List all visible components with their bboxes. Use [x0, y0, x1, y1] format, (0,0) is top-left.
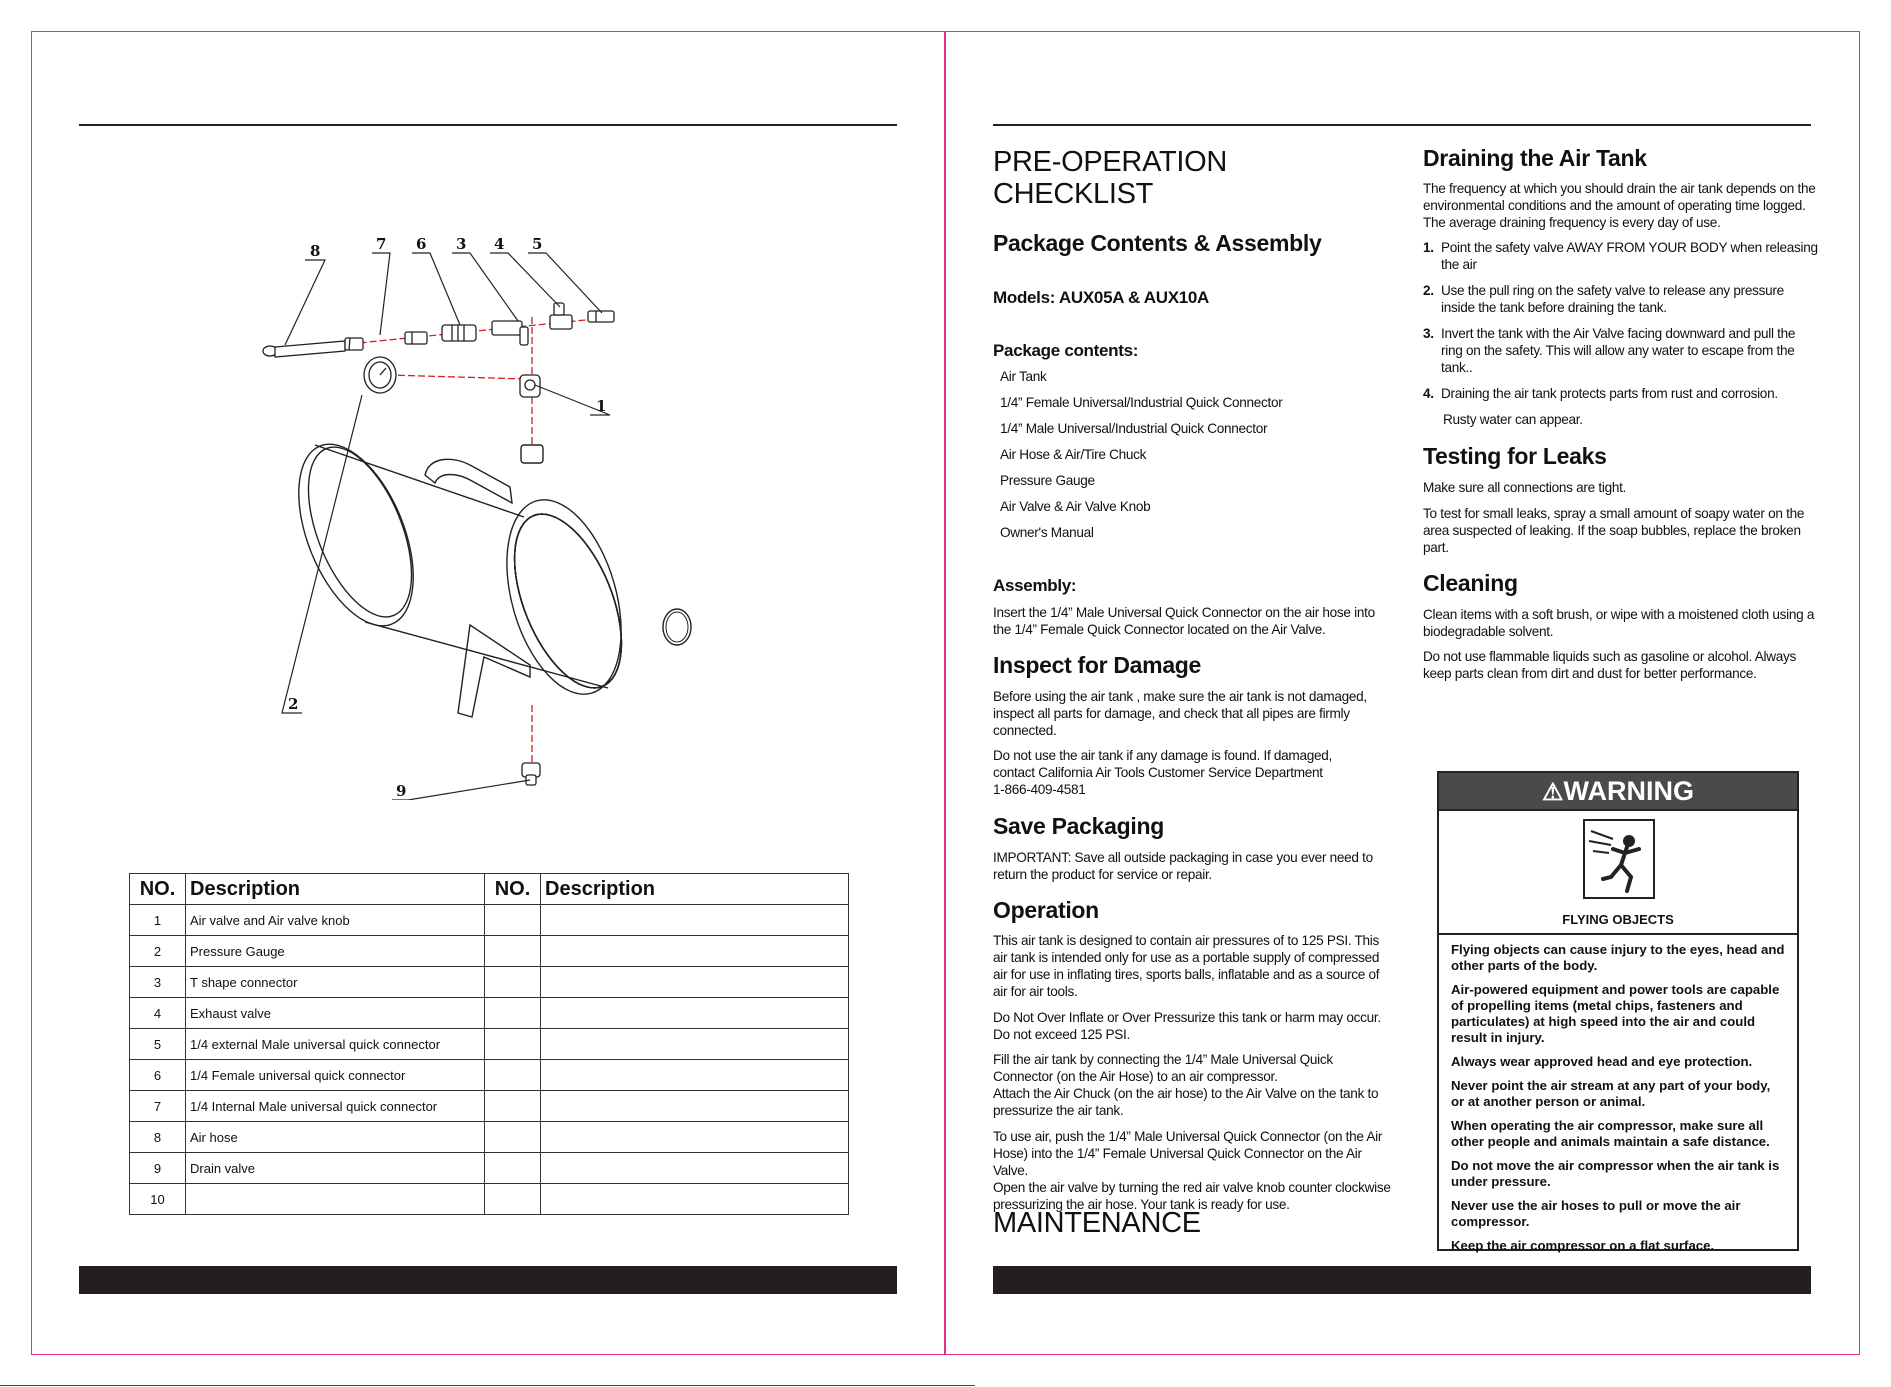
- list-item: Owner's Manual: [1000, 525, 1094, 540]
- part-description-2: [541, 1060, 849, 1091]
- drain-step: [1423, 385, 1818, 402]
- air-tank-exploded-diagram: [230, 225, 750, 800]
- part-description: T shape connector: [186, 967, 485, 998]
- list-item: Air Hose & Air/Tire Chuck: [1000, 447, 1147, 462]
- right-top-rule: [993, 124, 1811, 126]
- package-contents-list: [1000, 364, 1283, 546]
- flying-objects-icon: [1583, 819, 1655, 899]
- header-description-2: Description: [541, 874, 849, 905]
- operation-p3: Fill the air tank by connecting the 1/4” Male Universal Quick Connector (on the Air Hose) to an air compressor. Attach the Air Chuck (on the air hose) to the Air Valve on the tank to pressurize the air tank.: [993, 1052, 1379, 1118]
- warning-item: Keep the air compressor on a flat surface.: [1451, 1238, 1715, 1253]
- step-text: Draining the air tank protects parts from rust and corrosion.: [1441, 386, 1778, 401]
- male-connector-internal: [405, 332, 427, 344]
- header-no-1: NO.: [130, 874, 186, 905]
- header-description-1: Description: [186, 874, 485, 905]
- drain-step: [1423, 282, 1818, 316]
- inspect-p1: Before using the air tank , make sure the air tank is not damaged, inspect all parts for damage, and check that all pipes are firmly connected.: [993, 689, 1367, 738]
- list-item: 1/4” Male Universal/Industrial Quick Connector: [1000, 421, 1268, 436]
- table-row: [130, 1060, 849, 1091]
- warning-item: When operating the air compressor, make sure all other people and animals maintain a safe distance.: [1451, 1118, 1770, 1149]
- part-description: Air valve and Air valve knob: [186, 905, 485, 936]
- t-connector: [492, 321, 528, 345]
- part-description-2: [541, 967, 849, 998]
- drain-valve: [522, 763, 540, 785]
- part-description-2: [541, 936, 849, 967]
- package-heading: Package Contents & Assembly: [993, 230, 1322, 256]
- table-row: [130, 1153, 849, 1184]
- part-number-2: [485, 1153, 541, 1184]
- page-bottom-line: [0, 1385, 975, 1386]
- list-item: Pressure Gauge: [1000, 473, 1095, 488]
- callout-6: 6: [416, 235, 427, 253]
- step-number: 1.: [1423, 240, 1434, 255]
- part-number: 9: [130, 1153, 186, 1184]
- warning-item: Do not move the air compressor when the air tank is under pressure.: [1451, 1158, 1780, 1189]
- step-text: Use the pull ring on the safety valve to release any pressure inside the tank before draining the tank.: [1441, 283, 1784, 315]
- callout-7: 7: [376, 235, 387, 253]
- exhaust-valve: [550, 303, 572, 329]
- pressure-gauge: [364, 357, 396, 393]
- leaks-heading: Testing for Leaks: [1423, 443, 1607, 469]
- part-description: [186, 1184, 485, 1215]
- drain-heading: Draining the Air Tank: [1423, 145, 1647, 171]
- part-description: 1/4 external Male universal quick connector: [186, 1029, 485, 1060]
- part-number: 5: [130, 1029, 186, 1060]
- part-description-2: [541, 1122, 849, 1153]
- part-description-2: [541, 905, 849, 936]
- part-description-2: [541, 1029, 849, 1060]
- part-description: Pressure Gauge: [186, 936, 485, 967]
- part-number-2: [485, 1122, 541, 1153]
- cleaning-heading: Cleaning: [1423, 570, 1518, 596]
- part-description-2: [541, 1184, 849, 1215]
- operation-heading: Operation: [993, 897, 1099, 923]
- part-description-2: [541, 998, 849, 1029]
- callout-1: 1: [596, 397, 607, 415]
- operation-p1: This air tank is designed to contain air pressures of to 125 PSI. This air tank is intended only for use as a portable supply of compressed air for use in inflating tires, sports balls, inflatable and as a source of air for air tools.: [993, 933, 1380, 999]
- part-description: 1/4 Female universal quick connector: [186, 1060, 485, 1091]
- warning-triangle-icon: ⚠: [1541, 779, 1564, 806]
- models-label: Models: AUX05A & AUX10A: [993, 288, 1210, 307]
- callout-5: 5: [532, 235, 543, 253]
- assembly-heading: Assembly:: [993, 576, 1077, 595]
- leaks-p2: To test for small leaks, spray a small amount of soapy water on the area suspected of leaking. If the soap bubbles, replace the broken part.: [1423, 506, 1805, 555]
- callout-4: 4: [494, 235, 505, 253]
- contents-heading: Package contents:: [993, 341, 1139, 360]
- operation-p2: Do Not Over Inflate or Over Pressurize this tank or harm may occur. Do not exceed 125 PSI.: [993, 1010, 1381, 1042]
- warning-item: Always wear approved head and eye protection.: [1451, 1054, 1753, 1069]
- list-item: Air Tank: [1000, 369, 1047, 384]
- end-cap-hole: [663, 609, 691, 645]
- warning-item: Never use the air hoses to pull or move the air compressor.: [1451, 1198, 1741, 1229]
- part-description-2: [541, 1153, 849, 1184]
- assembly-text: Insert the 1/4” Male Universal Quick Connector on the air hose into the 1/4” Female Quick Connector located on the Air Valve.: [993, 605, 1375, 637]
- part-number: 3: [130, 967, 186, 998]
- left-top-rule: [79, 124, 897, 126]
- inspect-p2: Do not use the air tank if any damage is found. If damaged, contact California Air Tools Customer Service Department 1-866-409-4581: [993, 747, 1373, 798]
- callout-8: 8: [310, 242, 321, 260]
- warning-item: Flying objects can cause injury to the eyes, head and other parts of the body.: [1451, 942, 1785, 973]
- table-row: [130, 967, 849, 998]
- drain-step: [1423, 239, 1818, 273]
- part-number-2: [485, 936, 541, 967]
- tank-handle: [425, 459, 512, 503]
- part-description: Drain valve: [186, 1153, 485, 1184]
- table-row: [130, 1122, 849, 1153]
- part-number-2: [485, 1060, 541, 1091]
- part-number: 4: [130, 998, 186, 1029]
- female-connector: [442, 325, 476, 341]
- left-bottom-bar: [79, 1266, 897, 1294]
- drain-intro: The frequency at which you should drain the air tank depends on the environmental conditions and the amount of operating time logged. The average draining frequency is every day of use.: [1423, 181, 1816, 230]
- part-number-2: [485, 1029, 541, 1060]
- pictogram-caption: FLYING OBJECTS: [1562, 912, 1674, 927]
- callout-9: 9: [396, 782, 407, 800]
- tank-body: [276, 428, 644, 703]
- table-row: [130, 1029, 849, 1060]
- part-description: Exhaust valve: [186, 998, 485, 1029]
- operation-p4: To use air, push the 1/4” Male Universal Quick Connector (on the Air Hose) into the 1/4” Female Universal Quick Connector on the Air Valve. Open the air valve by turning the red air valve knob counter clockwise pressurizing the air hose. Your tank is ready for use.: [993, 1129, 1391, 1212]
- step-number: 4.: [1423, 386, 1434, 401]
- drain-note: Rusty water can appear.: [1443, 412, 1583, 427]
- table-row: [130, 998, 849, 1029]
- part-number-2: [485, 967, 541, 998]
- page-title: PRE-OPERATION CHECKLIST: [993, 146, 1228, 210]
- part-number-2: [485, 1091, 541, 1122]
- callout-2: 2: [288, 695, 299, 713]
- drain-step: [1423, 325, 1818, 376]
- part-number: 2: [130, 936, 186, 967]
- warning-item: Never point the air stream at any part of your body, or at another person or animal.: [1451, 1078, 1771, 1109]
- part-number: 8: [130, 1122, 186, 1153]
- service-phone: 1-866-409-4581: [993, 782, 1086, 797]
- air-hose: [263, 338, 363, 357]
- step-text: Invert the tank with the Air Valve facing downward and pull the ring on the safety. This will allow any water to escape from the tank..: [1441, 326, 1796, 375]
- part-description: Air hose: [186, 1122, 485, 1153]
- table-row: [130, 1091, 849, 1122]
- part-number: 10: [130, 1184, 186, 1215]
- step-number: 2.: [1423, 283, 1434, 298]
- table-row: [130, 1184, 849, 1215]
- part-number-2: [485, 1184, 541, 1215]
- header-no-2: NO.: [485, 874, 541, 905]
- inspect-heading: Inspect for Damage: [993, 652, 1202, 678]
- warning-item: Air-powered equipment and power tools are capable of propelling items (metal chips, fasteners and particulates) at high speed into the air and could result in injury.: [1451, 982, 1780, 1045]
- parts-table: [129, 873, 849, 1215]
- save-text: IMPORTANT: Save all outside packaging in case you ever need to return the product for service or repair.: [993, 850, 1373, 882]
- tank-stand: [458, 625, 530, 717]
- part-number-2: [485, 998, 541, 1029]
- part-description-2: [541, 1091, 849, 1122]
- warning-header: ⚠WARNING: [1439, 773, 1797, 811]
- warning-pictogram: [1439, 811, 1797, 935]
- part-number: 6: [130, 1060, 186, 1091]
- step-number: 3.: [1423, 326, 1434, 341]
- list-item: 1/4” Female Universal/Industrial Quick Connector: [1000, 395, 1283, 410]
- table-row: [130, 905, 849, 936]
- part-number-2: [485, 905, 541, 936]
- save-heading: Save Packaging: [993, 813, 1164, 839]
- maintenance-heading: MAINTENANCE: [993, 1207, 1201, 1239]
- part-number: 1: [130, 905, 186, 936]
- leaks-p1: Make sure all connections are tight.: [1423, 480, 1627, 495]
- warning-body: [1439, 935, 1797, 1269]
- drain-steps-list: [1423, 239, 1818, 411]
- step-text: Point the safety valve AWAY FROM YOUR BODY when releasing the air: [1441, 240, 1818, 272]
- parts-table-header: [130, 874, 849, 905]
- table-row: [130, 936, 849, 967]
- cleaning-p1: Clean items with a soft brush, or wipe with a moistened cloth using a biodegradable solvent.: [1423, 607, 1815, 639]
- callout-3: 3: [456, 235, 467, 253]
- right-bottom-bar: [993, 1266, 1811, 1294]
- cleaning-p2: Do not use flammable liquids such as gasoline or alcohol. Always keep parts clean from dirt and dust for better performance.: [1423, 649, 1796, 681]
- warning-box: [1437, 771, 1799, 1251]
- part-number: 7: [130, 1091, 186, 1122]
- part-description: 1/4 Internal Male universal quick connector: [186, 1091, 485, 1122]
- list-item: Air Valve & Air Valve Knob: [1000, 499, 1151, 514]
